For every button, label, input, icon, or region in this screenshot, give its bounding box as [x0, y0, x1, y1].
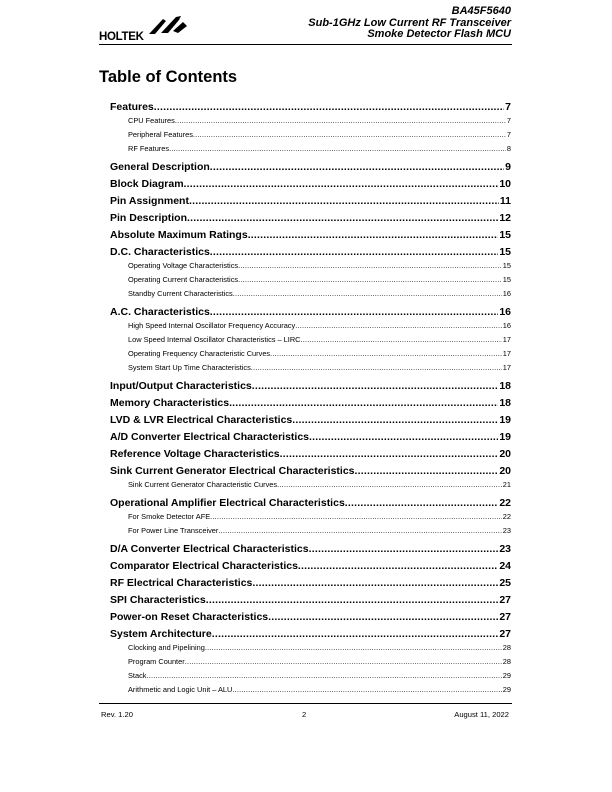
toc-entry[interactable]: [110, 101, 511, 113]
toc-dot-leader: [206, 594, 499, 606]
toc-entry-page: 22: [502, 511, 511, 521]
toc-dot-leader: [238, 275, 502, 284]
toc-entry[interactable]: [110, 577, 511, 589]
toc-entry[interactable]: [110, 448, 511, 460]
toc-dot-leader: [301, 335, 502, 344]
toc-entry-page: 28: [502, 642, 511, 652]
footer-page-number: 2: [302, 710, 307, 719]
header-title-line-2: Smoke Detector Flash MCU: [367, 28, 511, 40]
toc-dot-leader: [185, 657, 502, 666]
toc-entry-label: RF Features: [128, 143, 170, 153]
toc-dot-leader: [238, 261, 502, 270]
toc-entry-label: Low Speed Internal Oscillator Characteristics – LIRC: [128, 334, 301, 344]
toc-entry-label: D.C. Characteristics: [110, 246, 210, 258]
toc-entry-label: System Architecture: [110, 628, 212, 640]
toc-subentry[interactable]: [110, 363, 511, 372]
toc-dot-leader: [280, 448, 499, 460]
toc-subentry[interactable]: [110, 480, 511, 489]
toc-dot-leader: [175, 116, 506, 125]
toc-entry[interactable]: [110, 560, 511, 572]
toc-entry[interactable]: [110, 380, 511, 392]
toc-entry-page: 23: [502, 525, 511, 535]
toc-dot-leader: [355, 465, 499, 477]
toc-entry[interactable]: [110, 628, 511, 640]
toc-dot-leader: [232, 685, 501, 694]
toc-entry-label: Clocking and Pipelining: [128, 642, 205, 652]
toc-entry[interactable]: [110, 161, 511, 173]
toc-entry-label: Stack: [128, 670, 147, 680]
toc-entry-label: Operating Frequency Characteristic Curves: [128, 348, 271, 358]
toc-dot-leader: [210, 246, 499, 258]
table-of-contents: [110, 0, 511, 792]
toc-title: Table of Contents: [99, 68, 238, 86]
toc-entry-page: 16: [502, 320, 511, 330]
toc-subentry[interactable]: [110, 671, 511, 680]
toc-entry-page: 27: [499, 594, 511, 606]
header-title-line-1: Sub-1GHz Low Current RF Transceiver: [308, 16, 511, 29]
toc-entry-label: Standby Current Characteristics: [128, 288, 233, 298]
toc-dot-leader: [345, 497, 499, 509]
toc-entry-label: Memory Characteristics: [110, 397, 230, 409]
toc-subentry[interactable]: [110, 512, 511, 521]
toc-entry-label: Power-on Reset Characteristics: [110, 611, 269, 623]
part-number: BA45F5640: [451, 5, 511, 17]
toc-entry-label: General Description: [110, 161, 210, 173]
toc-entry-page: 29: [502, 670, 511, 680]
toc-subentry[interactable]: [110, 335, 511, 344]
toc-entry-label: Input/Output Characteristics: [110, 380, 252, 392]
toc-entry-label: A.C. Characteristics: [110, 306, 210, 318]
toc-entry-label: A/D Converter Electrical Characteristics: [110, 431, 310, 443]
toc-dot-leader: [154, 101, 504, 113]
toc-entry-label: D/A Converter Electrical Characteristics: [110, 543, 309, 555]
toc-dot-leader: [252, 380, 499, 392]
toc-dot-leader: [309, 431, 498, 443]
toc-subentry[interactable]: [110, 116, 511, 125]
toc-entry-page: 21: [502, 479, 511, 489]
toc-entry-page: 27: [499, 628, 511, 640]
toc-dot-leader: [298, 560, 498, 572]
toc-entry[interactable]: [110, 497, 511, 509]
toc-subentry[interactable]: [110, 526, 511, 535]
toc-dot-leader: [270, 349, 502, 358]
toc-subentry[interactable]: [110, 321, 511, 330]
toc-entry-label: Absolute Maximum Ratings: [110, 229, 248, 241]
toc-entry-page: 27: [499, 611, 511, 623]
toc-entry-page: 10: [499, 178, 511, 190]
toc-subentry[interactable]: [110, 643, 511, 652]
toc-dot-leader: [189, 195, 499, 207]
toc-entry-label: Comparator Electrical Characteristics: [110, 560, 298, 572]
toc-entry-page: 22: [499, 497, 511, 509]
toc-entry-label: Reference Voltage Characteristics: [110, 448, 280, 460]
toc-entry[interactable]: [110, 611, 511, 623]
toc-entry-page: 25: [499, 577, 511, 589]
toc-entry-page: 8: [506, 143, 511, 153]
toc-entry-page: 19: [499, 414, 511, 426]
toc-dot-leader: [248, 229, 499, 241]
toc-dot-leader: [218, 526, 501, 535]
toc-entry-page: 20: [499, 465, 511, 477]
footer-divider: [99, 703, 512, 704]
toc-entry-page: 7: [506, 129, 511, 139]
toc-dot-leader: [309, 543, 499, 555]
toc-dot-leader: [292, 414, 498, 426]
toc-entry-page: 18: [499, 380, 511, 392]
toc-dot-leader: [187, 212, 498, 224]
toc-entry-label: Operating Voltage Characteristics: [128, 260, 239, 270]
toc-entry-page: 16: [502, 288, 511, 298]
toc-entry-label: Block Diagram: [110, 178, 184, 190]
toc-entry-label: Pin Assignment: [110, 195, 189, 207]
toc-entry-page: 29: [502, 684, 511, 694]
toc-entry[interactable]: [110, 246, 511, 258]
toc-entry-page: 15: [502, 260, 511, 270]
toc-entry-page: 11: [499, 195, 511, 207]
toc-entry-label: System Start Up Time Characteristics: [128, 362, 251, 372]
toc-entry-page: 28: [502, 656, 511, 666]
toc-subentry[interactable]: [110, 261, 511, 270]
toc-dot-leader: [268, 611, 498, 623]
toc-entry-page: 17: [502, 334, 511, 344]
toc-subentry[interactable]: [110, 130, 511, 139]
toc-entry[interactable]: [110, 431, 511, 443]
toc-entry[interactable]: [110, 229, 511, 241]
holtek-logo-text: HOLTEK: [99, 31, 144, 42]
toc-entry-label: For Power Line Transceiver: [128, 525, 219, 535]
toc-entry-label: Peripheral Features: [128, 129, 193, 139]
toc-dot-leader: [229, 397, 498, 409]
toc-entry[interactable]: [110, 414, 511, 426]
toc-subentry[interactable]: [110, 275, 511, 284]
toc-entry-label: LVD & LVR Electrical Characteristics: [110, 414, 293, 426]
toc-entry-page: 17: [502, 348, 511, 358]
toc-entry-page: 7: [505, 101, 511, 113]
toc-dot-leader: [252, 577, 498, 589]
toc-entry[interactable]: [110, 178, 511, 190]
toc-dot-leader: [169, 144, 506, 153]
toc-entry-label: Sink Current Generator Characteristic Curves: [128, 479, 278, 489]
toc-subentry[interactable]: [110, 144, 511, 153]
toc-entry[interactable]: [110, 195, 511, 207]
toc-entry-page: 15: [499, 246, 511, 258]
toc-entry-page: 17: [502, 362, 511, 372]
toc-dot-leader: [233, 289, 502, 298]
toc-entry-page: 23: [499, 543, 511, 555]
toc-entry-label: SPI Characteristics: [110, 594, 206, 606]
toc-dot-leader: [277, 480, 502, 489]
toc-entry-label: Operational Amplifier Electrical Characteristics: [110, 497, 345, 509]
toc-entry[interactable]: [110, 306, 511, 318]
footer-date: August 11, 2022: [454, 710, 509, 719]
toc-entry-label: RF Electrical Characteristics: [110, 577, 253, 589]
toc-entry-label: For Smoke Detector AFE: [128, 511, 211, 521]
toc-dot-leader: [193, 130, 506, 139]
toc-subentry[interactable]: [110, 349, 511, 358]
toc-entry-page: 15: [502, 274, 511, 284]
toc-entry-page: 18: [499, 397, 511, 409]
toc-entry[interactable]: [110, 543, 511, 555]
toc-dot-leader: [184, 178, 499, 190]
toc-subentry[interactable]: [110, 289, 511, 298]
toc-entry-page: 7: [506, 115, 511, 125]
toc-dot-leader: [295, 321, 502, 330]
toc-entry-label: High Speed Internal Oscillator Frequency Accuracy: [128, 320, 296, 330]
toc-entry-label: Program Counter: [128, 656, 185, 666]
toc-entry-label: Features: [110, 101, 154, 113]
toc-entry[interactable]: [110, 397, 511, 409]
toc-dot-leader: [146, 671, 501, 680]
toc-dot-leader: [212, 628, 499, 640]
toc-entry[interactable]: [110, 465, 511, 477]
toc-subentry[interactable]: [110, 657, 511, 666]
toc-entry-page: 20: [499, 448, 511, 460]
toc-dot-leader: [210, 306, 499, 318]
toc-dot-leader: [210, 161, 504, 173]
toc-dot-leader: [251, 363, 502, 372]
toc-subentry[interactable]: [110, 685, 511, 694]
toc-entry-label: Sink Current Generator Electrical Characteristics: [110, 465, 355, 477]
toc-entry-label: CPU Features: [128, 115, 175, 125]
toc-entry-page: 19: [499, 431, 511, 443]
toc-entry[interactable]: [110, 212, 511, 224]
toc-entry-label: Arithmetic and Logic Unit – ALU: [128, 684, 233, 694]
toc-entry[interactable]: [110, 594, 511, 606]
toc-entry-label: Operating Current Characteristics: [128, 274, 239, 284]
toc-entry-page: 12: [499, 212, 511, 224]
toc-entry-page: 9: [505, 161, 511, 173]
footer-revision: Rev. 1.20: [101, 710, 133, 719]
toc-entry-label: Pin Description: [110, 212, 188, 224]
toc-entry-page: 16: [499, 306, 511, 318]
toc-entry-page: 15: [499, 229, 511, 241]
toc-dot-leader: [205, 643, 502, 652]
toc-entry-page: 24: [499, 560, 511, 572]
toc-dot-leader: [210, 512, 502, 521]
